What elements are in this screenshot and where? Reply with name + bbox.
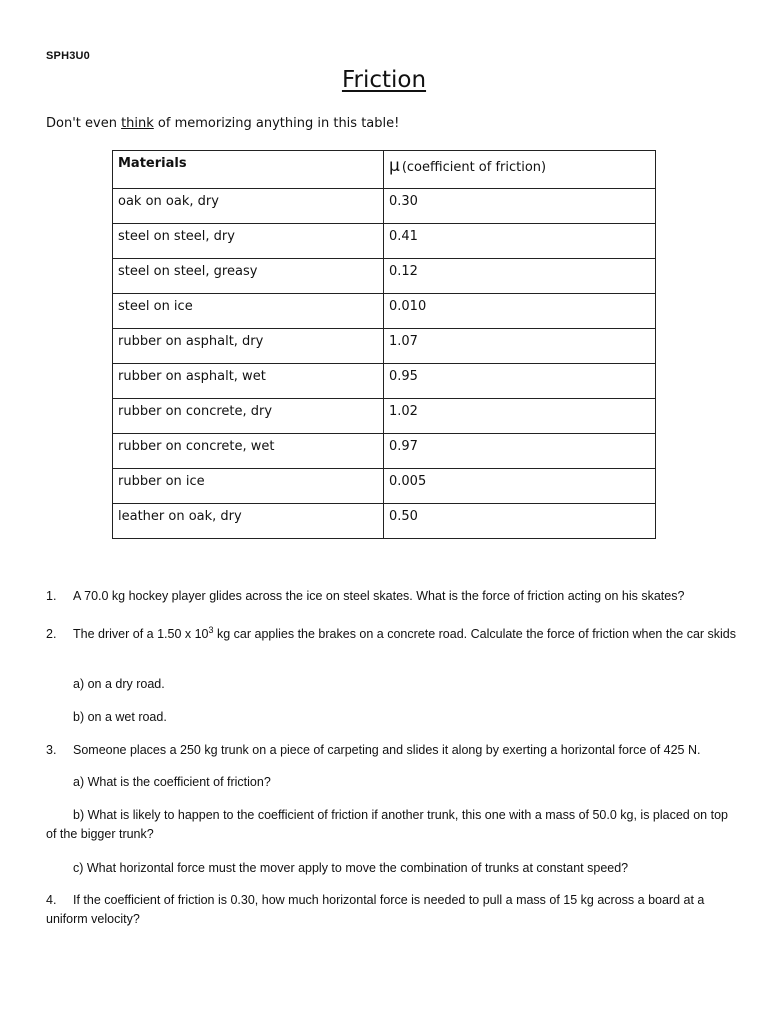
table-header-row — [113, 151, 656, 189]
coefficient-cell: 0.41 — [384, 224, 656, 259]
question-2b: b) on a wet road. — [73, 710, 167, 724]
mu-symbol: μ — [389, 156, 400, 176]
table-row — [113, 504, 656, 539]
coefficient-cell: 0.30 — [384, 189, 656, 224]
header-coefficient-label: (coefficient of friction) — [401, 160, 547, 175]
table-row — [113, 294, 656, 329]
table-row — [113, 469, 656, 504]
intro-text — [46, 116, 399, 131]
material-cell: leather on oak, dry — [113, 504, 384, 539]
material-cell: steel on steel, greasy — [113, 259, 384, 294]
intro-after: of memorizing anything in this table! — [153, 116, 400, 131]
table-row — [113, 364, 656, 399]
coefficient-cell: 1.02 — [384, 399, 656, 434]
question-number: 1. — [46, 589, 57, 603]
question-number: 4. — [46, 893, 57, 907]
coefficient-cell: 0.95 — [384, 364, 656, 399]
question-text-after: kg car applies the brakes on a concrete road. Calculate the force of friction when the car skids — [213, 627, 737, 642]
question-3b: b) What is likely to happen to the coefficient of friction if another trunk, this one with a mass of 50.0 kg, is placed on top of the bigger trunk? — [46, 808, 728, 841]
question-3a: a) What is the coefficient of friction? — [73, 775, 271, 789]
question-text: Someone places a 250 kg trunk on a piece of carpeting and slides it along by exerting a horizontal force of 425 N. — [73, 743, 701, 757]
table-row — [113, 189, 656, 224]
material-cell: rubber on asphalt, dry — [113, 329, 384, 364]
table-row — [113, 224, 656, 259]
course-code: SPH3U0 — [46, 50, 90, 62]
coefficient-cell: 0.12 — [384, 259, 656, 294]
material-cell: steel on steel, dry — [113, 224, 384, 259]
material-cell: rubber on concrete, wet — [113, 434, 384, 469]
table-row — [113, 259, 656, 294]
question-3c: c) What horizontal force must the mover apply to move the combination of trunks at constant speed? — [73, 861, 629, 875]
coefficient-cell: 0.97 — [384, 434, 656, 469]
question-4 — [46, 891, 736, 929]
friction-table-body — [113, 151, 656, 539]
question-text: If the coefficient of friction is 0.30, how much horizontal force is needed to pull a mass of 15 kg across a board at a uniform velocity? — [46, 893, 705, 926]
question-exponent: 3 — [208, 625, 214, 635]
question-number: 2. — [46, 627, 57, 642]
material-cell: rubber on concrete, dry — [113, 399, 384, 434]
page-title — [0, 67, 768, 93]
header-coefficient — [384, 151, 656, 189]
question-text-before: The driver of a 1.50 x 10 — [73, 627, 209, 642]
material-cell: oak on oak, dry — [113, 189, 384, 224]
material-cell: steel on ice — [113, 294, 384, 329]
question-3 — [46, 741, 736, 760]
question-2a: a) on a dry road. — [73, 677, 165, 691]
material-cell: rubber on asphalt, wet — [113, 364, 384, 399]
title-text: Friction — [341, 67, 427, 93]
intro-before: Don't even — [46, 116, 122, 131]
coefficient-cell: 0.010 — [384, 294, 656, 329]
question-text: A 70.0 kg hockey player glides across the ice on steel skates. What is the force of friction acting on his skates? — [73, 589, 685, 603]
coefficient-cell: 0.005 — [384, 469, 656, 504]
material-cell: rubber on ice — [113, 469, 384, 504]
question-2 — [46, 621, 736, 644]
question-1 — [46, 587, 736, 606]
table-row — [113, 329, 656, 364]
table-row — [113, 399, 656, 434]
coefficient-cell: 1.07 — [384, 329, 656, 364]
table-row — [113, 434, 656, 469]
friction-table — [112, 150, 656, 539]
question-number: 3. — [46, 743, 57, 757]
coefficient-cell: 0.50 — [384, 504, 656, 539]
intro-emphasis: think — [121, 116, 154, 131]
header-materials: Materials — [113, 151, 384, 189]
